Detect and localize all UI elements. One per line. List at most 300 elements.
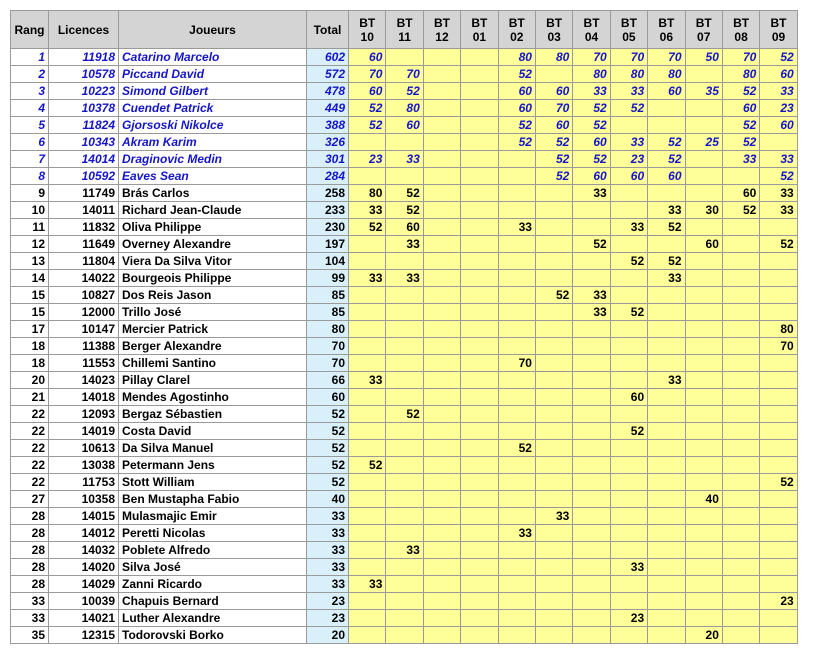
points-cell bbox=[535, 66, 572, 83]
points-cell bbox=[648, 304, 685, 321]
points-cell: 33 bbox=[349, 576, 386, 593]
licence-cell: 14018 bbox=[49, 389, 119, 406]
points-cell bbox=[461, 202, 498, 219]
points-cell bbox=[760, 389, 797, 406]
points-cell bbox=[461, 117, 498, 134]
points-cell: 60 bbox=[498, 83, 535, 100]
points-cell bbox=[498, 338, 535, 355]
points-cell bbox=[573, 542, 610, 559]
points-cell bbox=[610, 202, 647, 219]
points-cell: 23 bbox=[760, 100, 797, 117]
points-cell: 52 bbox=[349, 117, 386, 134]
points-cell bbox=[498, 185, 535, 202]
header-tournament bbox=[498, 11, 535, 49]
table-row bbox=[11, 66, 798, 83]
points-cell: 52 bbox=[722, 117, 759, 134]
table-row bbox=[11, 423, 798, 440]
points-cell bbox=[535, 474, 572, 491]
points-cell bbox=[610, 593, 647, 610]
table-row bbox=[11, 185, 798, 202]
table-row bbox=[11, 406, 798, 423]
points-cell: 33 bbox=[648, 202, 685, 219]
points-cell: 25 bbox=[685, 134, 722, 151]
points-cell: 52 bbox=[349, 100, 386, 117]
points-cell bbox=[423, 49, 460, 66]
header-tournament-prefix: BT bbox=[546, 15, 563, 30]
player-name-cell: Dos Reis Jason bbox=[119, 287, 307, 304]
points-cell bbox=[349, 491, 386, 508]
points-cell bbox=[610, 508, 647, 525]
points-cell bbox=[760, 406, 797, 423]
total-cell: 85 bbox=[307, 287, 349, 304]
points-cell: 33 bbox=[760, 185, 797, 202]
points-cell: 70 bbox=[498, 355, 535, 372]
points-cell bbox=[760, 457, 797, 474]
header-tournament bbox=[423, 11, 460, 49]
ranking-table bbox=[10, 10, 798, 644]
rank-cell: 6 bbox=[11, 134, 49, 151]
table-row bbox=[11, 559, 798, 576]
points-cell bbox=[535, 389, 572, 406]
points-cell bbox=[535, 185, 572, 202]
points-cell bbox=[722, 559, 759, 576]
points-cell bbox=[722, 406, 759, 423]
table-row bbox=[11, 100, 798, 117]
total-cell: 197 bbox=[307, 236, 349, 253]
table-row bbox=[11, 304, 798, 321]
points-cell bbox=[461, 134, 498, 151]
points-cell bbox=[461, 406, 498, 423]
points-cell bbox=[423, 474, 460, 491]
points-cell bbox=[386, 321, 423, 338]
points-cell: 33 bbox=[760, 202, 797, 219]
points-cell: 40 bbox=[685, 491, 722, 508]
rank-cell: 4 bbox=[11, 100, 49, 117]
points-cell bbox=[610, 287, 647, 304]
points-cell: 80 bbox=[573, 66, 610, 83]
table-row bbox=[11, 202, 798, 219]
total-cell: 23 bbox=[307, 610, 349, 627]
points-cell: 60 bbox=[610, 168, 647, 185]
header-tournament-number: 11 bbox=[398, 29, 411, 44]
table-row bbox=[11, 525, 798, 542]
points-cell: 33 bbox=[498, 525, 535, 542]
points-cell bbox=[722, 270, 759, 287]
points-cell bbox=[722, 610, 759, 627]
points-cell bbox=[760, 542, 797, 559]
points-cell: 33 bbox=[349, 270, 386, 287]
points-cell bbox=[760, 440, 797, 457]
points-cell bbox=[685, 474, 722, 491]
header-licence: Licences bbox=[49, 11, 119, 49]
rank-cell: 28 bbox=[11, 525, 49, 542]
points-cell bbox=[685, 253, 722, 270]
points-cell: 52 bbox=[386, 83, 423, 100]
points-cell bbox=[685, 219, 722, 236]
points-cell: 52 bbox=[535, 168, 572, 185]
points-cell bbox=[386, 389, 423, 406]
points-cell bbox=[722, 576, 759, 593]
licence-cell: 14032 bbox=[49, 542, 119, 559]
table-row bbox=[11, 117, 798, 134]
points-cell bbox=[573, 508, 610, 525]
points-cell bbox=[349, 627, 386, 644]
total-cell: 33 bbox=[307, 559, 349, 576]
points-cell: 52 bbox=[498, 440, 535, 457]
table-row bbox=[11, 253, 798, 270]
points-cell bbox=[722, 423, 759, 440]
total-cell: 230 bbox=[307, 219, 349, 236]
points-cell bbox=[648, 100, 685, 117]
points-cell: 52 bbox=[760, 474, 797, 491]
points-cell bbox=[423, 270, 460, 287]
points-cell bbox=[610, 491, 647, 508]
points-cell bbox=[573, 321, 610, 338]
points-cell bbox=[685, 151, 722, 168]
header-tournament-number: 05 bbox=[622, 29, 636, 44]
points-cell bbox=[685, 372, 722, 389]
points-cell bbox=[648, 355, 685, 372]
header-tournament bbox=[610, 11, 647, 49]
total-cell: 60 bbox=[307, 389, 349, 406]
points-cell: 33 bbox=[349, 202, 386, 219]
points-cell bbox=[349, 389, 386, 406]
header-tournament bbox=[349, 11, 386, 49]
points-cell bbox=[760, 287, 797, 304]
header-tournament-prefix: BT bbox=[733, 15, 750, 30]
points-cell bbox=[423, 627, 460, 644]
table-row bbox=[11, 134, 798, 151]
points-cell bbox=[648, 525, 685, 542]
points-cell bbox=[685, 117, 722, 134]
points-cell bbox=[760, 423, 797, 440]
points-cell bbox=[423, 219, 460, 236]
points-cell bbox=[648, 338, 685, 355]
points-cell bbox=[461, 389, 498, 406]
points-cell bbox=[423, 236, 460, 253]
player-name-cell: Richard Jean-Claude bbox=[119, 202, 307, 219]
licence-cell: 14022 bbox=[49, 270, 119, 287]
player-name-cell: Pillay Clarel bbox=[119, 372, 307, 389]
points-cell bbox=[760, 219, 797, 236]
points-cell bbox=[610, 525, 647, 542]
points-cell bbox=[423, 457, 460, 474]
points-cell bbox=[349, 321, 386, 338]
points-cell bbox=[423, 423, 460, 440]
points-cell bbox=[498, 457, 535, 474]
table-row bbox=[11, 49, 798, 66]
points-cell: 33 bbox=[573, 185, 610, 202]
points-cell bbox=[498, 627, 535, 644]
points-cell bbox=[461, 219, 498, 236]
points-cell bbox=[722, 304, 759, 321]
points-cell bbox=[461, 627, 498, 644]
points-cell: 33 bbox=[648, 270, 685, 287]
points-cell bbox=[685, 100, 722, 117]
points-cell bbox=[349, 508, 386, 525]
points-cell bbox=[498, 151, 535, 168]
points-cell bbox=[461, 321, 498, 338]
points-cell bbox=[461, 287, 498, 304]
points-cell bbox=[573, 627, 610, 644]
points-cell bbox=[498, 321, 535, 338]
total-cell: 478 bbox=[307, 83, 349, 100]
points-cell: 60 bbox=[349, 83, 386, 100]
licence-cell: 11804 bbox=[49, 253, 119, 270]
points-cell: 33 bbox=[498, 219, 535, 236]
header-tournament-prefix: BT bbox=[396, 15, 413, 30]
licence-cell: 10592 bbox=[49, 168, 119, 185]
total-cell: 284 bbox=[307, 168, 349, 185]
header-tournament-number: 04 bbox=[584, 29, 599, 44]
rank-cell: 12 bbox=[11, 236, 49, 253]
rank-cell: 15 bbox=[11, 304, 49, 321]
points-cell bbox=[685, 542, 722, 559]
points-cell bbox=[423, 355, 460, 372]
total-cell: 70 bbox=[307, 338, 349, 355]
points-cell bbox=[535, 372, 572, 389]
licence-cell: 12093 bbox=[49, 406, 119, 423]
points-cell bbox=[498, 372, 535, 389]
points-cell bbox=[461, 457, 498, 474]
rank-cell: 21 bbox=[11, 389, 49, 406]
points-cell bbox=[610, 542, 647, 559]
total-cell: 52 bbox=[307, 474, 349, 491]
points-cell: 60 bbox=[685, 236, 722, 253]
points-cell bbox=[461, 83, 498, 100]
points-cell bbox=[535, 491, 572, 508]
points-cell bbox=[423, 168, 460, 185]
points-cell bbox=[386, 508, 423, 525]
points-cell: 80 bbox=[349, 185, 386, 202]
player-name-cell: Catarino Marcelo bbox=[119, 49, 307, 66]
points-cell: 52 bbox=[535, 151, 572, 168]
points-cell bbox=[423, 508, 460, 525]
points-cell: 80 bbox=[760, 321, 797, 338]
header-tournament bbox=[386, 11, 423, 49]
points-cell bbox=[423, 491, 460, 508]
points-cell: 23 bbox=[610, 610, 647, 627]
total-cell: 326 bbox=[307, 134, 349, 151]
points-cell bbox=[760, 270, 797, 287]
table-row bbox=[11, 610, 798, 627]
total-cell: 233 bbox=[307, 202, 349, 219]
points-cell: 52 bbox=[722, 83, 759, 100]
points-cell bbox=[760, 627, 797, 644]
player-name-cell: Eaves Sean bbox=[119, 168, 307, 185]
points-cell bbox=[423, 559, 460, 576]
points-cell bbox=[722, 593, 759, 610]
points-cell bbox=[386, 372, 423, 389]
points-cell: 33 bbox=[648, 372, 685, 389]
points-cell bbox=[610, 355, 647, 372]
licence-cell: 11832 bbox=[49, 219, 119, 236]
player-name-cell: Akram Karim bbox=[119, 134, 307, 151]
points-cell: 52 bbox=[535, 287, 572, 304]
points-cell: 23 bbox=[349, 151, 386, 168]
points-cell bbox=[423, 610, 460, 627]
header-tournament-prefix: BT bbox=[359, 15, 376, 30]
points-cell bbox=[349, 542, 386, 559]
points-cell: 60 bbox=[722, 100, 759, 117]
header-tournament bbox=[573, 11, 610, 49]
rank-cell: 9 bbox=[11, 185, 49, 202]
header-tournament-prefix: BT bbox=[433, 15, 450, 30]
points-cell bbox=[423, 372, 460, 389]
points-cell bbox=[461, 66, 498, 83]
licence-cell: 10147 bbox=[49, 321, 119, 338]
points-cell bbox=[535, 304, 572, 321]
rank-cell: 8 bbox=[11, 168, 49, 185]
points-cell: 52 bbox=[573, 236, 610, 253]
points-cell: 70 bbox=[760, 338, 797, 355]
points-cell bbox=[722, 168, 759, 185]
player-name-cell: Mulasmajic Emir bbox=[119, 508, 307, 525]
header-tournament-prefix: BT bbox=[658, 15, 675, 30]
points-cell bbox=[386, 576, 423, 593]
points-cell: 70 bbox=[535, 100, 572, 117]
points-cell bbox=[722, 236, 759, 253]
points-cell: 52 bbox=[760, 49, 797, 66]
points-cell bbox=[722, 321, 759, 338]
points-cell bbox=[535, 593, 572, 610]
licence-cell: 10827 bbox=[49, 287, 119, 304]
table-row bbox=[11, 389, 798, 406]
header-tournament-number: 07 bbox=[697, 29, 711, 44]
total-cell: 40 bbox=[307, 491, 349, 508]
points-cell bbox=[610, 117, 647, 134]
points-cell: 60 bbox=[648, 168, 685, 185]
points-cell: 80 bbox=[535, 49, 572, 66]
player-name-cell: Trillo José bbox=[119, 304, 307, 321]
player-name-cell: Viera Da Silva Vitor bbox=[119, 253, 307, 270]
points-cell bbox=[685, 66, 722, 83]
points-cell: 52 bbox=[722, 202, 759, 219]
points-cell bbox=[573, 610, 610, 627]
table-row bbox=[11, 287, 798, 304]
table-row bbox=[11, 491, 798, 508]
total-cell: 23 bbox=[307, 593, 349, 610]
points-cell bbox=[386, 593, 423, 610]
rank-cell: 18 bbox=[11, 355, 49, 372]
points-cell bbox=[685, 525, 722, 542]
points-cell: 60 bbox=[648, 83, 685, 100]
rank-cell: 28 bbox=[11, 508, 49, 525]
points-cell: 52 bbox=[760, 236, 797, 253]
points-cell bbox=[349, 355, 386, 372]
total-cell: 80 bbox=[307, 321, 349, 338]
points-cell bbox=[386, 355, 423, 372]
points-cell bbox=[722, 355, 759, 372]
points-cell bbox=[760, 253, 797, 270]
points-cell bbox=[386, 627, 423, 644]
header-tournament-number: 03 bbox=[547, 29, 561, 44]
points-cell: 60 bbox=[386, 117, 423, 134]
points-cell: 60 bbox=[760, 66, 797, 83]
points-cell bbox=[535, 610, 572, 627]
total-cell: 70 bbox=[307, 355, 349, 372]
points-cell bbox=[498, 593, 535, 610]
points-cell bbox=[423, 117, 460, 134]
player-name-cell: Peretti Nicolas bbox=[119, 525, 307, 542]
points-cell: 80 bbox=[610, 66, 647, 83]
points-cell: 52 bbox=[386, 406, 423, 423]
points-cell: 60 bbox=[610, 389, 647, 406]
points-cell: 60 bbox=[535, 117, 572, 134]
points-cell: 52 bbox=[535, 134, 572, 151]
points-cell bbox=[461, 270, 498, 287]
licence-cell: 11649 bbox=[49, 236, 119, 253]
header-tournament-number: 10 bbox=[360, 29, 374, 44]
points-cell: 70 bbox=[573, 49, 610, 66]
points-cell bbox=[461, 559, 498, 576]
points-cell: 52 bbox=[610, 304, 647, 321]
header-tournament-number: 09 bbox=[771, 29, 786, 44]
points-cell: 52 bbox=[760, 168, 797, 185]
points-cell bbox=[573, 474, 610, 491]
points-cell: 33 bbox=[610, 219, 647, 236]
header-rank: Rang bbox=[11, 11, 49, 49]
points-cell bbox=[760, 508, 797, 525]
player-name-cell: Simond Gilbert bbox=[119, 83, 307, 100]
points-cell bbox=[610, 440, 647, 457]
points-cell bbox=[535, 253, 572, 270]
points-cell bbox=[648, 440, 685, 457]
points-cell: 33 bbox=[760, 83, 797, 100]
points-cell bbox=[386, 304, 423, 321]
points-cell: 52 bbox=[349, 457, 386, 474]
points-cell: 33 bbox=[535, 508, 572, 525]
points-cell bbox=[498, 610, 535, 627]
points-cell bbox=[349, 559, 386, 576]
rank-cell: 28 bbox=[11, 576, 49, 593]
header-tournament bbox=[760, 11, 797, 49]
points-cell bbox=[760, 355, 797, 372]
points-cell bbox=[685, 389, 722, 406]
points-cell bbox=[573, 253, 610, 270]
licence-cell: 11753 bbox=[49, 474, 119, 491]
points-cell bbox=[535, 202, 572, 219]
points-cell bbox=[573, 491, 610, 508]
points-cell bbox=[685, 185, 722, 202]
points-cell bbox=[535, 457, 572, 474]
points-cell: 35 bbox=[685, 83, 722, 100]
rank-cell: 28 bbox=[11, 559, 49, 576]
points-cell bbox=[573, 202, 610, 219]
points-cell bbox=[535, 627, 572, 644]
points-cell bbox=[386, 457, 423, 474]
points-cell: 33 bbox=[573, 83, 610, 100]
licence-cell: 14019 bbox=[49, 423, 119, 440]
player-name-cell: Todorovski Borko bbox=[119, 627, 307, 644]
points-cell: 60 bbox=[498, 100, 535, 117]
player-name-cell: Bergaz Sébastien bbox=[119, 406, 307, 423]
points-cell bbox=[461, 491, 498, 508]
table-row bbox=[11, 151, 798, 168]
points-cell: 80 bbox=[386, 100, 423, 117]
points-cell: 33 bbox=[386, 236, 423, 253]
table-row bbox=[11, 627, 798, 644]
points-cell bbox=[423, 202, 460, 219]
points-cell bbox=[386, 610, 423, 627]
rank-cell: 2 bbox=[11, 66, 49, 83]
licence-cell: 12000 bbox=[49, 304, 119, 321]
table-row bbox=[11, 168, 798, 185]
table-row bbox=[11, 83, 798, 100]
table-row bbox=[11, 355, 798, 372]
points-cell: 33 bbox=[386, 542, 423, 559]
points-cell bbox=[535, 338, 572, 355]
